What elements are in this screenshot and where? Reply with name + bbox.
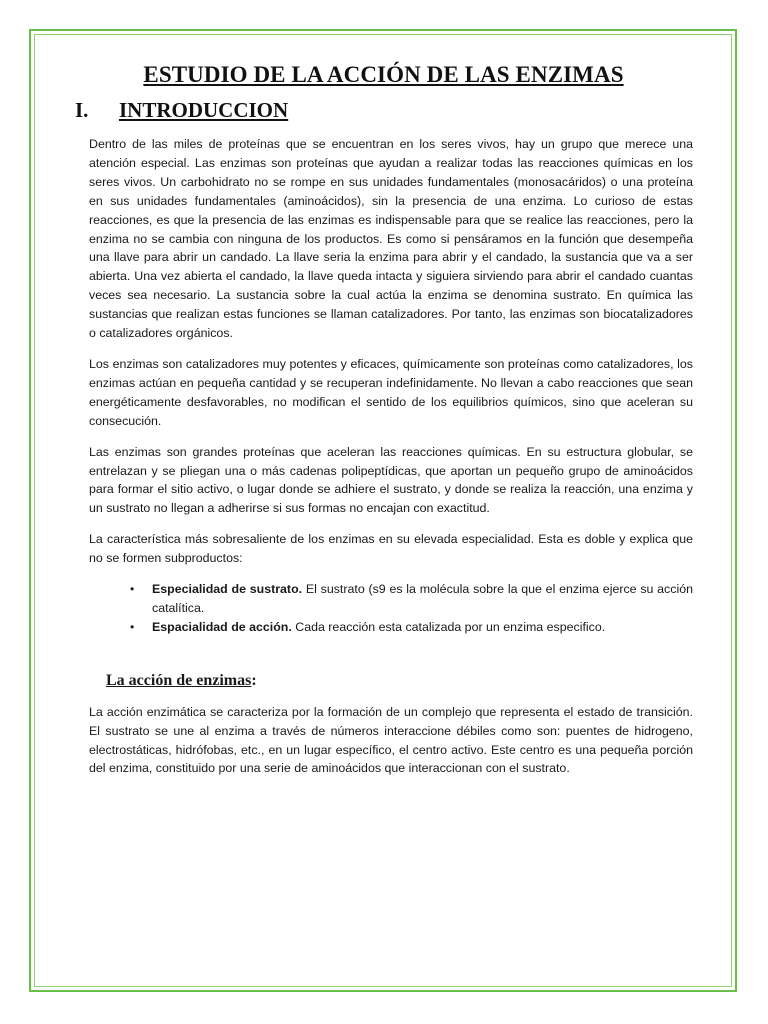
paragraph: La característica más sobresaliente de los enzimas en su elevada especialidad. Esta es doble y explica que no se formen subproductos: [89,532,693,566]
document-title: ESTUDIO DE LA ACCIÓN DE LAS ENZIMAS [143,62,624,87]
bullet-icon: • [130,582,135,597]
subsection-colon: : [251,671,257,689]
list-item-term: Especialidad de sustrato. [152,582,303,597]
document-body [75,62,693,790]
list-item [130,618,693,637]
subsection-heading [106,672,693,690]
section-heading [75,98,693,123]
paragraph: La acción enzimática se caracteriza por la formación de un complejo que representa el estado de transición. El sustrato se une al enzima a través de números interaccione débiles como son: puentes de hidrogeno, electrostáticas, hidrófobas, etc., en un lugar específico, el centro activo. Este centro es una pequeña porción del enzima, constituido por una serie de aminoácidos que interaccionan con el sustrato. [89,704,693,776]
subsection-title: La acción de enzimas [106,671,252,689]
paragraph: Las enzimas son grandes proteínas que aceleran las reacciones químicas. En su estructura globular, se entrelazan y se pliegan una o más cadenas polipeptídicas, que aportan un pequeño grupo de aminoácidos para formar el sitio activo, o lugar donde se adhiere el sustrato, y donde se realiza la reacción, una enzima y un sustrato no llegan a adherirse si sus formas no encajan con exactitud. [89,444,693,516]
paragraph: Dentro de las miles de proteínas que se encuentran en los seres vivos, hay un grupo que merece una atención especial. Las enzimas son proteínas que ayudan a realizar todas las reacciones químicas en los seres vivos. Un carbohidrato no se rompe en sus unidades fundamentales (monosacáridos) o una proteína en sus unidades fundamentales (aminoácidos), sin la presencia de una enzima. Lo curioso de estas reacciones, es que la presencia de las enzimas es indispensable para que se realice las reacciones, pero la enzima no se cambia con ninguna de los productos. Es como si pensáramos en la función que desempeña una llave para abrir un candado. La llave seria la enzima para abrir y el candado, la sustancia que va a ser abierta. Una vez abierta el candado, la llave queda intacta y siguiera sirviendo para abrir el candado cuantas veces sea necesario. La sustancia sobre la cual actúa la enzima se denomina sustrato. En química las sustancias que realizan estas funciones se llaman catalizadores. Por tanto, las enzimas son biocatalizadores o catalizadores orgánicos. [89,137,693,341]
bullet-icon: • [130,619,135,634]
section-number: I. [75,98,89,122]
list-item-text: Cada reacción esta catalizada por un enzima especifico. [291,619,606,634]
list-item-text: El sustrato (s9 es la molécula sobre la que el enzima ejerce su acción catalítica. [152,582,693,615]
section-title: INTRODUCCION [119,98,289,122]
list-item-term: Espacialidad de acción. [152,619,292,634]
paragraph: Los enzimas son catalizadores muy potentes y eficaces, químicamente son proteínas como catalizadores, los enzimas actúan en pequeña cantidad y se recuperan indefinidamente. No llevan a cabo reacciones que sean energéticamente desfavorables, no modifican el sentido de los equilibrios químicos, sino que aceleran su consecución. [89,356,693,428]
list-item [130,580,693,618]
bullet-list [89,580,693,637]
